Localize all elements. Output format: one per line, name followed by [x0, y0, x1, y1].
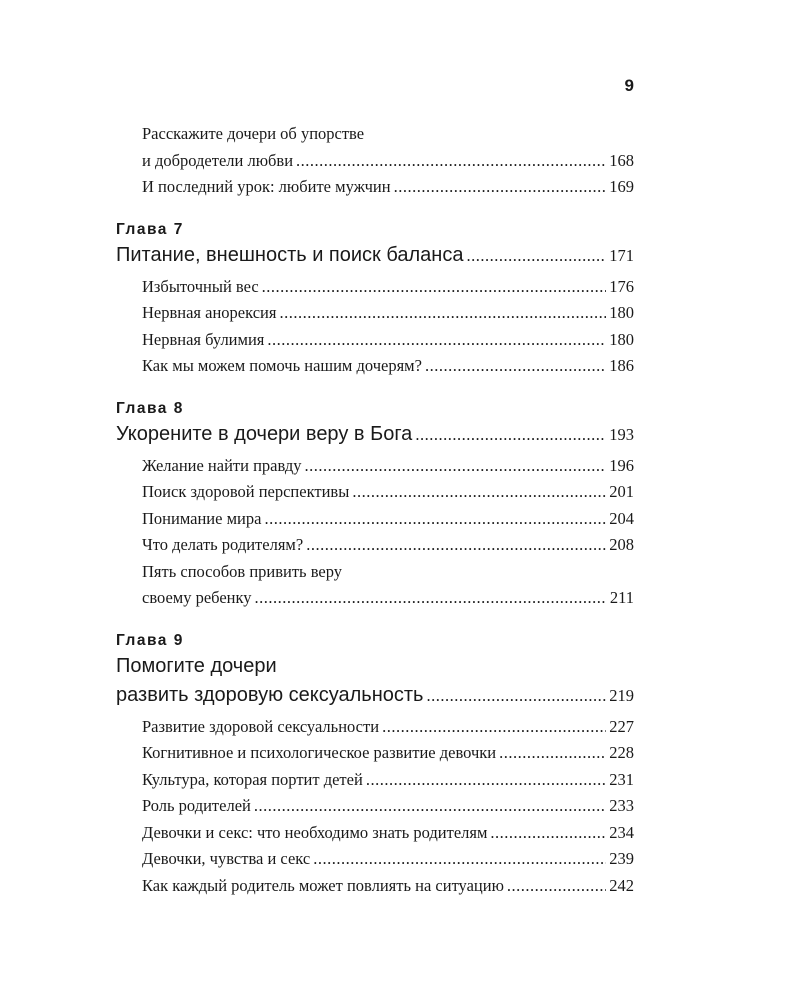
toc-page-number: 168 — [609, 150, 634, 170]
chapter-section — [116, 630, 634, 900]
dot-leader — [366, 767, 606, 794]
toc-entry-text: Культура, которая портит детей — [142, 769, 363, 789]
dot-leader — [279, 300, 606, 327]
toc-entry — [116, 873, 634, 900]
chapter-title-text: Укорените в дочери веру в Бога — [116, 422, 413, 445]
toc-page-number: 231 — [609, 769, 634, 789]
toc-entry-text: Поиск здоровой перспективы — [142, 482, 350, 501]
toc-page-number: 228 — [609, 743, 634, 762]
chapter-label: Глава 9 — [116, 631, 184, 649]
chapter-title-line1: Помогите дочери — [116, 654, 277, 677]
toc-entry-text-line1: Пять способов привить веру — [142, 561, 343, 581]
toc-entry-text: своему ребенку — [142, 588, 252, 607]
chapter-title-text: Питание, внешность и поиск баланса — [116, 243, 464, 266]
toc-entry — [116, 820, 634, 847]
toc-entry — [116, 740, 634, 767]
toc-entry — [116, 767, 634, 794]
toc-entry-text: Как каждый родитель может повлиять на ситуацию — [142, 875, 504, 895]
toc-page-number: 196 — [609, 455, 634, 475]
toc-entry — [116, 714, 634, 741]
toc-entry — [116, 532, 634, 559]
toc-entry — [116, 327, 634, 354]
dot-leader — [426, 681, 606, 710]
dot-leader — [415, 420, 606, 449]
toc-entry — [116, 559, 634, 612]
toc-entry-text: Нервная анорексия — [142, 303, 277, 322]
chapter-section — [116, 398, 634, 612]
toc-page-number: 233 — [609, 796, 634, 815]
toc-page-number: 186 — [609, 356, 634, 375]
toc-page-number: 176 — [609, 276, 634, 296]
toc-entry — [116, 274, 634, 301]
dot-leader — [466, 241, 606, 270]
page-number: 9 — [624, 76, 634, 95]
toc-entry — [116, 121, 634, 174]
toc-entry — [116, 174, 634, 201]
toc-page-number: 239 — [609, 849, 634, 868]
toc-page-number: 227 — [609, 716, 634, 736]
toc-page-number: 180 — [609, 329, 634, 349]
toc-entry-text: Как мы можем помочь нашим дочерям? — [142, 356, 422, 375]
toc-page-number: 208 — [609, 535, 634, 554]
toc-page-number: 201 — [609, 482, 634, 501]
toc-page-number: 204 — [609, 508, 634, 528]
dot-leader — [254, 793, 606, 820]
dot-leader — [425, 353, 606, 380]
toc-entry-text-line1: Расскажите дочери об упорстве — [142, 124, 365, 143]
toc-entry — [116, 353, 634, 380]
dot-leader — [382, 714, 606, 741]
toc-entry — [116, 846, 634, 873]
chapter-page-number: 171 — [609, 245, 634, 265]
toc-entry-text: Понимание мира — [142, 508, 262, 528]
toc-entry-text: Развитие здоровой сексуальности — [142, 716, 380, 736]
chapter-title-text: развить здоровую сексуальность — [116, 683, 424, 706]
toc-entry-text: Девочки и секс: что необходимо знать родителям — [142, 822, 488, 842]
toc-page-number: 169 — [609, 177, 634, 196]
table-of-contents — [116, 121, 634, 899]
toc-entry-text: Нервная булимия — [142, 329, 265, 349]
toc-entry — [116, 793, 634, 820]
toc-entry — [116, 479, 634, 506]
toc-page-number: 234 — [609, 822, 634, 842]
toc-entry-text: И последний урок: любите мужчин — [142, 177, 391, 196]
chapter-page-number: 193 — [609, 424, 634, 444]
intro-entries — [116, 121, 634, 201]
chapter-page-number: 219 — [609, 685, 634, 705]
toc-entry-text: Девочки, чувства и секс — [142, 849, 311, 868]
chapter-label: Глава 7 — [116, 220, 184, 238]
dot-leader — [306, 532, 606, 559]
toc-page-number: 242 — [609, 875, 634, 895]
toc-entry — [116, 506, 634, 533]
dot-leader — [499, 740, 606, 767]
chapter-label: Глава 8 — [116, 399, 184, 417]
dot-leader — [313, 846, 606, 873]
dot-leader — [490, 820, 606, 847]
chapter-title — [116, 652, 634, 710]
dot-leader — [296, 148, 606, 175]
dot-leader — [262, 274, 607, 301]
toc-entry-text: и добродетели любви — [142, 150, 294, 170]
dot-leader — [305, 453, 607, 480]
toc-entry — [116, 453, 634, 480]
toc-entry — [116, 300, 634, 327]
toc-page-number: 211 — [609, 588, 634, 607]
toc-page-number: 180 — [609, 303, 634, 322]
toc-entry-text: Желание найти правду — [142, 455, 302, 475]
dot-leader — [352, 479, 606, 506]
chapter-section — [116, 219, 634, 380]
dot-leader — [507, 873, 606, 900]
toc-entry-text: Что делать родителям? — [142, 535, 304, 554]
dot-leader — [264, 506, 606, 533]
toc-entry-text: Роль родителей — [142, 796, 251, 815]
chapter-title — [116, 241, 634, 270]
dot-leader — [394, 174, 607, 201]
toc-entry-text: Когнитивное и психологическое развитие девочки — [142, 743, 497, 762]
dot-leader — [255, 585, 607, 612]
toc-entry-text: Избыточный вес — [142, 276, 259, 296]
chapter-title — [116, 420, 634, 449]
dot-leader — [267, 327, 606, 354]
